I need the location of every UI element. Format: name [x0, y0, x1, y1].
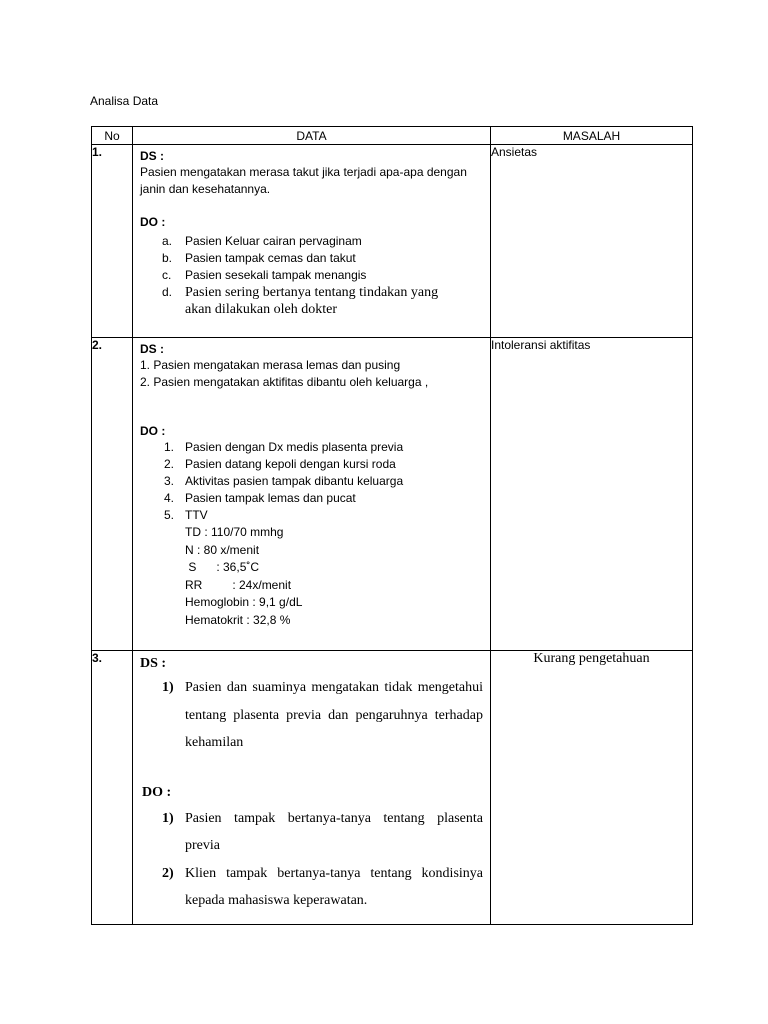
- do-list: [140, 805, 483, 915]
- ttv-value: Hematokrit : 32,8 %: [185, 612, 291, 627]
- do-label: DO :: [142, 784, 172, 800]
- analysis-table: [91, 126, 693, 925]
- list-item: 4. Pasien tampak lemas dan pucat: [163, 491, 356, 505]
- ds-item: 1. Pasien mengatakan merasa lemas dan pusing: [140, 358, 401, 372]
- do-label: DO :: [140, 424, 166, 438]
- table-row: [92, 338, 693, 651]
- list-item: 5. TTV: [163, 508, 208, 522]
- table-row: [92, 651, 693, 925]
- page-title: Analisa Data: [90, 94, 159, 108]
- ds-label: DS :: [140, 656, 167, 671]
- header-data: DATA: [133, 127, 491, 145]
- data-cell: [133, 651, 491, 925]
- ttv-value: TD : 110/70 mmhg: [185, 525, 284, 539]
- list-item: d. Pasien sering bertanya tentang tindakan yang akan dilakukan oleh dokter: [162, 285, 439, 317]
- header-no: No: [92, 127, 133, 145]
- masalah-cell: Ansietas: [491, 145, 693, 338]
- ds-text: janin dan kesehatannya.: [140, 182, 271, 196]
- row-number: 1.: [92, 145, 133, 338]
- list-item: 3. Aktivitas pasien tampak dibantu keluarga: [163, 474, 404, 488]
- masalah-cell: Kurang pengetahuan: [491, 651, 693, 925]
- row-number: 2.: [92, 338, 133, 651]
- ds-list: [140, 674, 483, 757]
- ds-label: DS :: [140, 342, 164, 356]
- do-list: [140, 439, 484, 524]
- header-masalah: MASALAH: [491, 127, 693, 145]
- data-cell: [133, 338, 491, 651]
- list-item: c. Pasien sesekali tampak menangis: [162, 268, 367, 282]
- ds-item: 2. Pasien mengatakan aktifitas dibantu oleh keluarga ,: [140, 375, 429, 389]
- do-list: [140, 233, 484, 318]
- ttv-value: N : 80 x/menit: [185, 542, 260, 557]
- list-item: 1. Pasien dengan Dx medis plasenta previa: [163, 440, 404, 454]
- list-item: b. Pasien tampak cemas dan takut: [162, 251, 356, 265]
- data-cell: [133, 145, 491, 338]
- ds-label: DS :: [140, 149, 164, 163]
- list-item: 2. Pasien datang kepoli dengan kursi roda: [163, 457, 396, 471]
- table-header-row: [92, 127, 693, 145]
- ds-text: Pasien mengatakan merasa takut jika terjadi apa-apa dengan: [140, 165, 467, 179]
- list-item: 2) Klien tampak bertanya-tanya tentang kondisinya kepada mahasiswa keperawatan.: [162, 865, 483, 908]
- list-item: 1) Pasien tampak bertanya-tanya tentang plasenta previa: [162, 810, 483, 853]
- ttv-value: RR : 24x/menit: [185, 577, 292, 592]
- list-item: 1) Pasien dan suaminya mengatakan tidak mengetahui tentang plasenta previa dan pengaruhnya terhadap kehamilan: [162, 680, 483, 750]
- table-row: [92, 145, 693, 338]
- row-number: 3.: [92, 651, 133, 925]
- ttv-value: S : 36,5˚C: [185, 560, 260, 574]
- list-item: a. Pasien Keluar cairan pervaginam: [162, 234, 362, 248]
- ttv-value: Hemoglobin : 9,1 g/dL: [185, 595, 303, 609]
- do-label: DO :: [140, 215, 166, 229]
- masalah-cell: Intoleransi aktifitas: [491, 338, 693, 651]
